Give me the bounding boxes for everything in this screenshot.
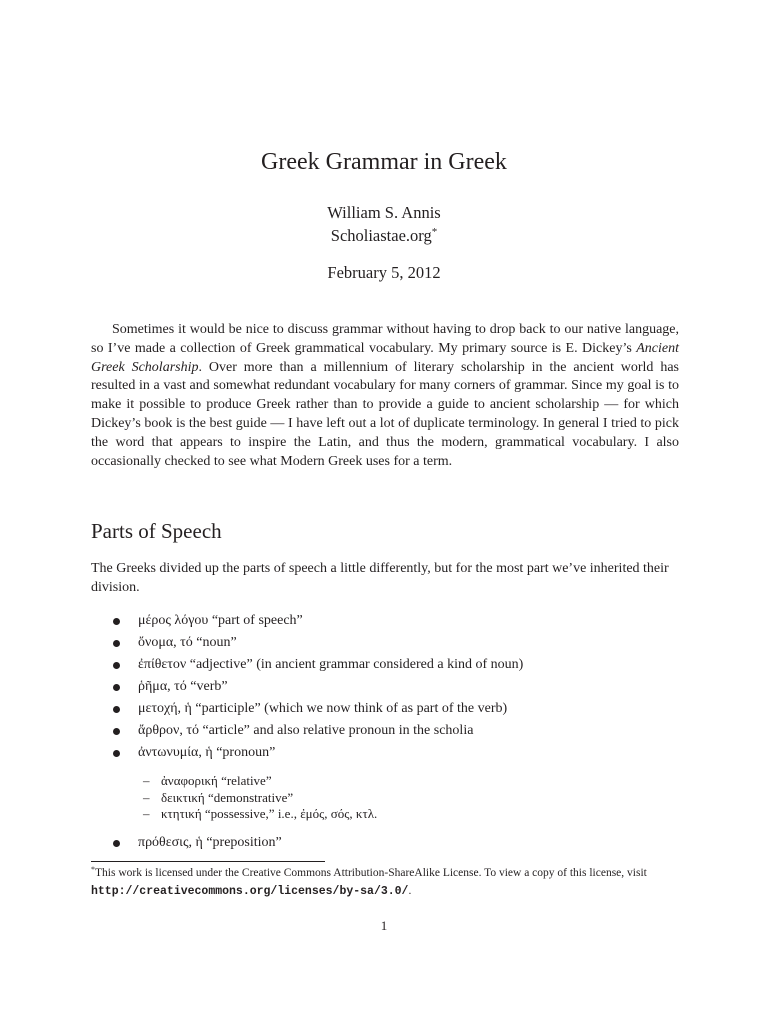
- footnote: [91, 864, 681, 901]
- list-item-text: ἀντωνυμία, ἡ “pronoun”: [138, 745, 276, 760]
- document-title: Greek Grammar in Greek: [261, 149, 507, 175]
- bullet-icon: [113, 684, 120, 691]
- abstract-paragraph: [91, 321, 679, 471]
- list-item-text: ἐπίθετον “adjective” (in ancient grammar considered a kind of noun): [138, 657, 524, 672]
- section-intro: The Greeks divided up the parts of speech a little differently, but for the most part we’ve inherited their division.: [91, 561, 669, 595]
- abstract-text: Sometimes it would be nice to discuss grammar without having to drop back to our native language, so I’ve made a collection of Greek grammatical vocabulary. My primary source is E. Dickey’s: [91, 322, 679, 356]
- footnote-text: This work is licensed under the Creative Commons Attribution-ShareAlike License. To view a copy of this license, visit: [95, 867, 647, 879]
- footnote-end: .: [408, 885, 412, 897]
- footnote-marker: *: [431, 226, 438, 238]
- bullet-icon: [113, 706, 120, 713]
- list-item-text: ὄνομα, τό “noun”: [138, 635, 237, 650]
- bullet-icon: [113, 728, 120, 735]
- footnote-mark: *: [91, 865, 95, 874]
- bullet-icon: [113, 640, 120, 647]
- abstract-text-cont: . Over more than a millennium of literary scholarship in the ancient world has resulted in a vast and somewhat redundant vocabulary for many corners of grammar. Since my goal is to make it possible to produce Greek rather than to provide a guide to ancient scholarship — for which Dickey’s book is the best guide — I have left out a lot of duplicate terminology. In general I tried to pick the word that appears to inspire the Latin, and thus the modern, grammatical vocabulary. I also occasionally checked to see what Modern Greek uses for a term.: [91, 359, 679, 469]
- sublist-item-text: κτητική “possessive,” i.e., ἐμός, σός, κτλ.: [161, 806, 378, 821]
- dash-icon: –: [143, 789, 150, 805]
- page-number: 1: [380, 918, 388, 933]
- section-heading: Parts of Speech: [91, 519, 222, 543]
- sublist-item-text: ἀναφορική “relative”: [161, 773, 272, 788]
- bullet-icon: [113, 750, 120, 757]
- list-item-text: ῥῆμα, τό “verb”: [138, 679, 228, 694]
- author-affiliation: [0, 225, 768, 247]
- document-date: February 5, 2012: [327, 263, 441, 282]
- bullet-icon: [113, 618, 120, 625]
- bullet-icon: [113, 662, 120, 669]
- list-item-text: πρόθεσις, ἡ “preposition”: [138, 835, 282, 850]
- list-item-text: ἄρθρον, τό “article” and also relative pronoun in the scholia: [138, 723, 474, 738]
- list-item-text: μέρος λόγου “part of speech”: [138, 613, 303, 628]
- dash-icon: –: [143, 806, 150, 821]
- license-link[interactable]: http://creativecommons.org/licenses/by-sa/3.0/: [91, 885, 409, 898]
- affiliation-text: Scholiastae.org: [330, 226, 432, 245]
- sublist-item-text: δεικτική “demonstrative”: [161, 789, 294, 805]
- bullet-icon: [113, 840, 120, 847]
- abstract: [91, 321, 679, 471]
- author-name: William S. Annis: [327, 203, 441, 222]
- list-item-text: μετοχή, ἡ “participle” (which we now think of as part of the verb): [138, 701, 508, 716]
- book-title: Ancient Greek Scholarship: [91, 340, 679, 375]
- footnote-rule: [91, 861, 325, 862]
- dash-icon: –: [143, 773, 150, 788]
